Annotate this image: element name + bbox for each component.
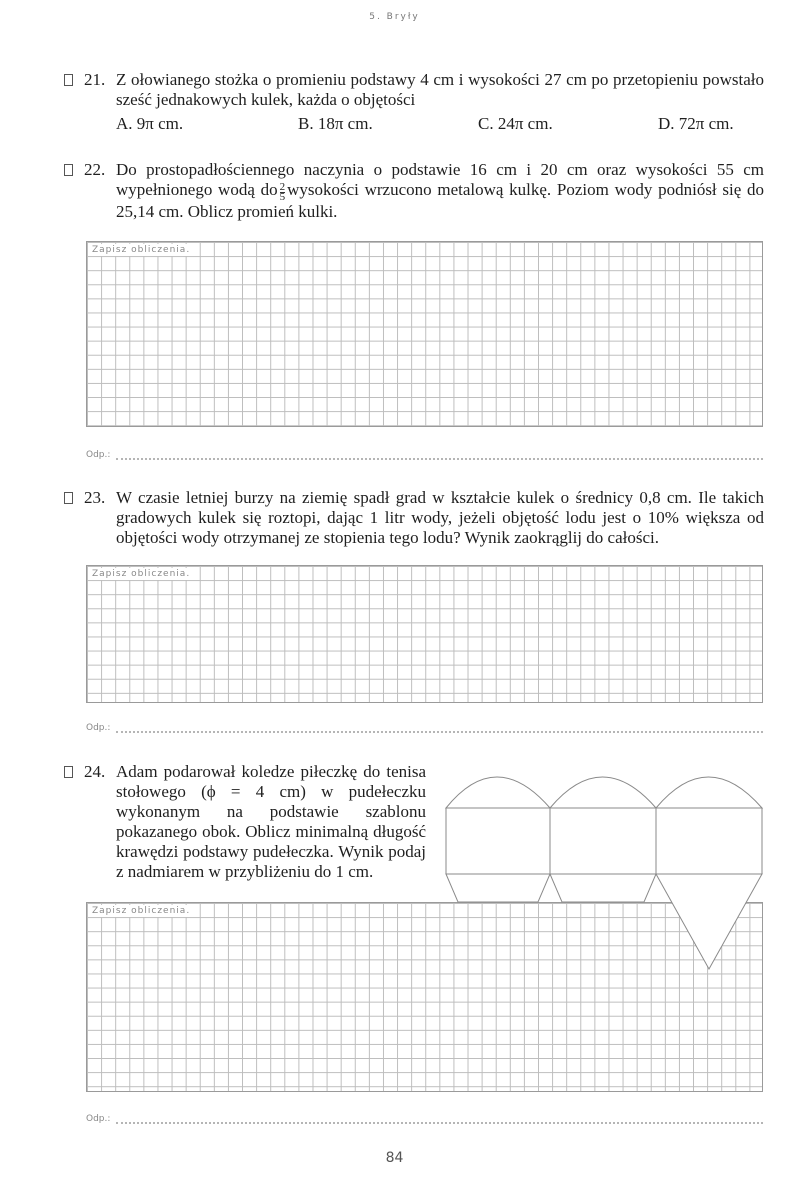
- task-checkbox[interactable]: [64, 766, 73, 778]
- answer-dots: [116, 450, 763, 460]
- answer-label: Odp.:: [86, 723, 111, 733]
- page-number: 84: [385, 1150, 404, 1166]
- task-checkbox[interactable]: [64, 74, 73, 86]
- task-number: 21.: [84, 70, 106, 89]
- net-top-arch: [656, 777, 762, 808]
- option-a: A. 9π cm.: [116, 114, 184, 133]
- task-22: [64, 160, 764, 222]
- answer-label: Odp.:: [86, 450, 111, 460]
- task-checkbox[interactable]: [64, 164, 73, 176]
- answer-options: [116, 114, 764, 136]
- answer-line[interactable]: [86, 723, 763, 733]
- answer-label: Odp.:: [86, 1114, 111, 1124]
- answer-dots: [116, 1114, 763, 1124]
- net-top-arch: [550, 777, 656, 808]
- grid-label: Zapisz obliczenia.: [89, 244, 193, 256]
- task-23: [64, 488, 764, 548]
- box-net-template: [438, 764, 768, 976]
- task-21: [64, 70, 764, 136]
- task-text: Adam podarował koledze piłeczkę do tenisa stołowego (ϕ = 4 cm) w pudełeczku wykonanym na podstawie szablonu pokazanego obok. Oblicz minimalną długość krawędzi podstawy pudełeczka. Wynik podaj z nadmiarem w przybliżeniu do 1 cm.: [116, 762, 426, 881]
- calculation-grid[interactable]: [86, 565, 763, 703]
- chapter-header: 5. Bryły: [369, 12, 420, 22]
- task-text-part: Do prostopadłościennego naczynia o podstawie 16 cm i 20 cm oraz wysokości 55 cm wypełnionego wodą do: [116, 160, 764, 199]
- task-number: 22.: [84, 160, 106, 179]
- fraction-numerator: 2: [279, 181, 286, 193]
- option-c: C. 24π cm.: [478, 114, 553, 133]
- option-b: B. 18π cm.: [298, 114, 373, 133]
- task-text: [116, 160, 764, 222]
- fraction: [280, 183, 286, 202]
- net-bottom-flap: [550, 874, 656, 902]
- answer-line[interactable]: [86, 450, 763, 460]
- net-bottom-flap: [446, 874, 550, 902]
- grid-label: Zapisz obliczenia.: [89, 568, 193, 580]
- task-checkbox[interactable]: [64, 492, 73, 504]
- task-number: 24.: [84, 762, 106, 781]
- net-side-band: [446, 808, 762, 874]
- task-number: 23.: [84, 488, 106, 507]
- task-24: [64, 762, 426, 882]
- answer-dots: [116, 723, 763, 733]
- calculation-grid[interactable]: [86, 241, 763, 427]
- option-d: D. 72π cm.: [658, 114, 734, 133]
- task-text: Z ołowianego stożka o promieniu podstawy 4 cm i wysokości 27 cm po przetopieniu powstało sześć jednakowych kulek, każda o objętości: [116, 70, 764, 109]
- net-bottom-point: [656, 874, 762, 969]
- net-top-arch: [446, 777, 550, 808]
- task-text: W czasie letniej burzy na ziemię spadł grad w kształcie kulek o średnicy 0,8 cm. Ile takich gradowych kulek się roztopi, dając 1 litr wody, jeżeli objętość lodu jest o 10% większa od objętości wody otrzymanej ze stopienia tego lodu? Wynik zaokrąglij do całości.: [116, 488, 764, 547]
- task-text-part: wysokości wrzucono metalową kulkę. Poziom wody podniósł się do 25,14 cm. Oblicz promień kulki.: [116, 180, 764, 221]
- answer-line[interactable]: [86, 1114, 763, 1124]
- grid-label: Zapisz obliczenia.: [89, 905, 193, 917]
- fraction-denominator: 5: [279, 191, 286, 203]
